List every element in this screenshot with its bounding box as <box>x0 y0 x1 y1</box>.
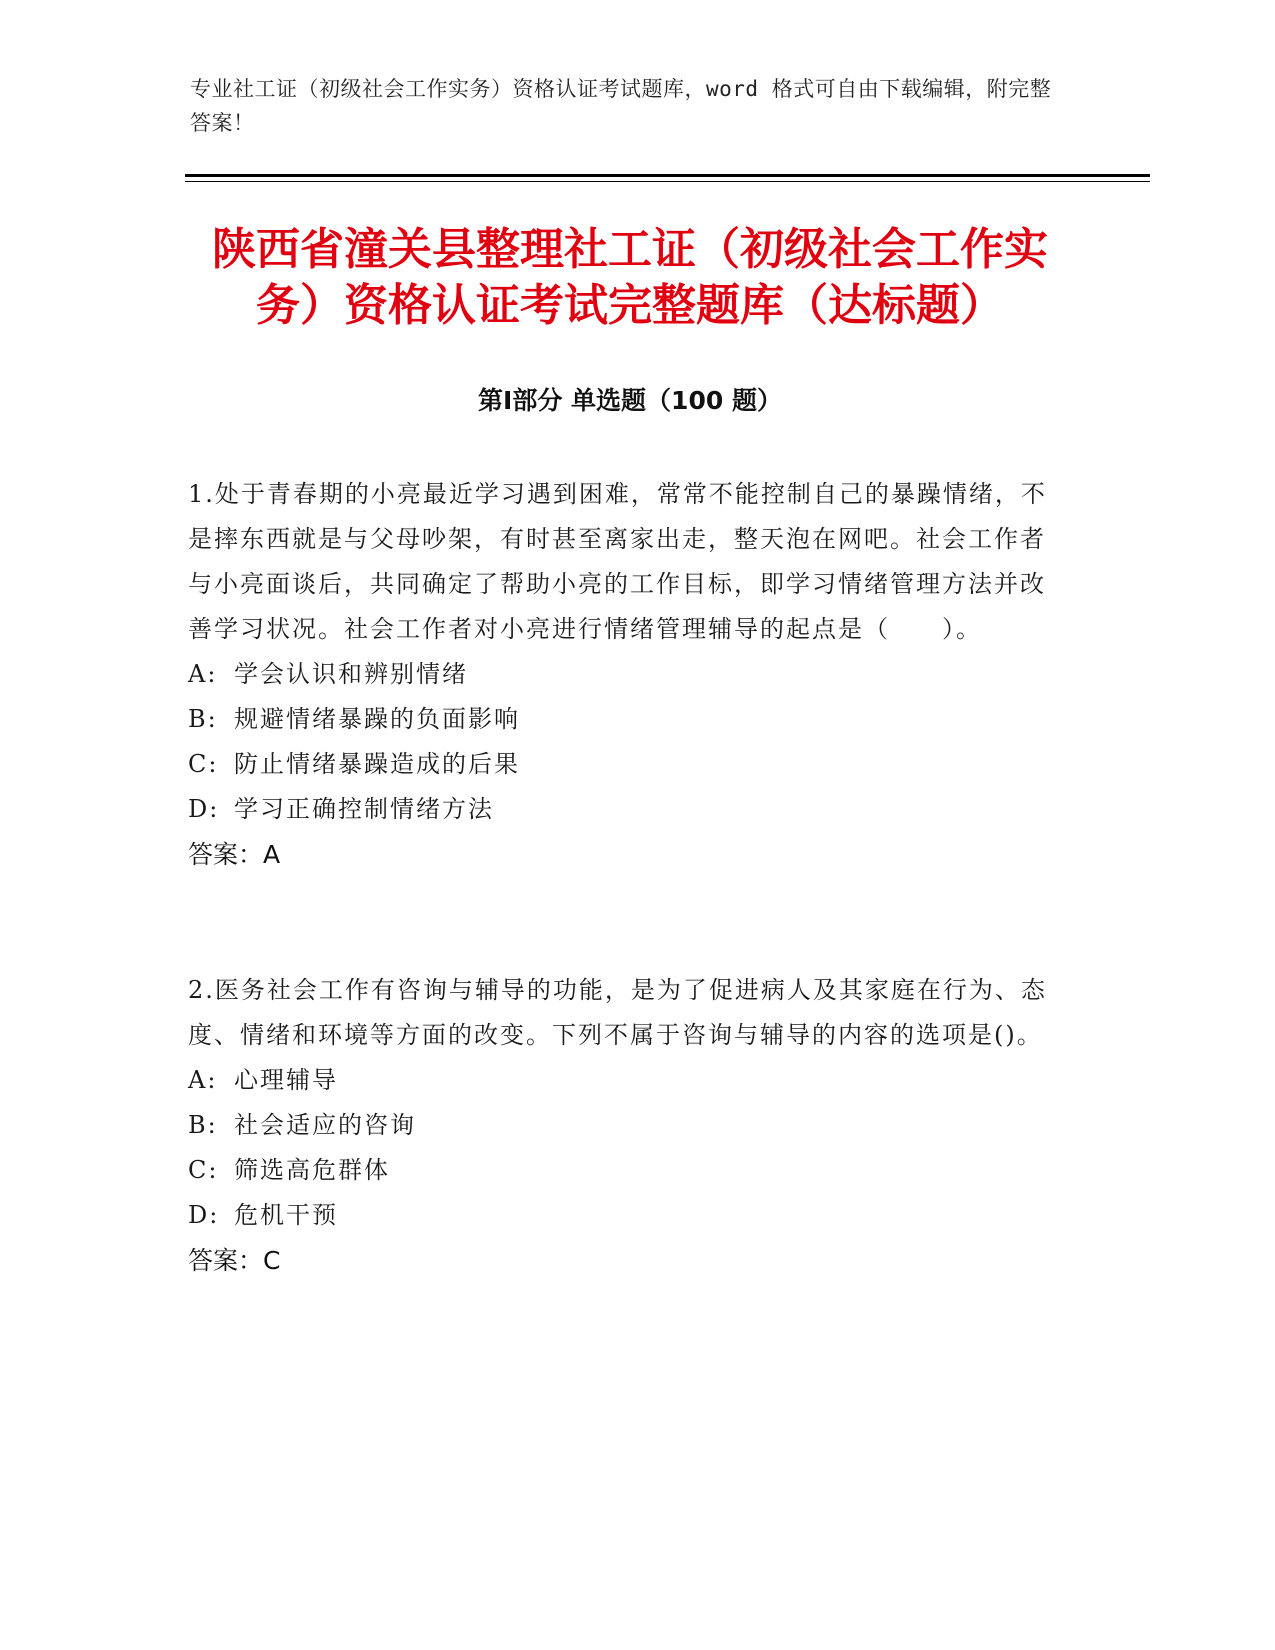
question-stem: 1.处于青春期的小亮最近学习遇到困难，常常不能控制自己的暴躁情绪，不是摔东西就是与父母吵架，有时甚至离家出走，整天泡在网吧。社会工作者与小亮面谈后，共同确定了帮助小亮的工作目标，即学习情绪管理方法并改善学习状况。社会工作者对小亮进行情绪管理辅导的起点是（ ）。 <box>188 480 1047 643</box>
option-text: 危机干预 <box>234 1201 338 1229</box>
option-letter: D: <box>188 795 220 823</box>
option-letter: B: <box>188 1111 218 1139</box>
option-list <box>188 1058 1068 1238</box>
option-text: 社会适应的咨询 <box>234 1111 416 1139</box>
option-text: 规避情绪暴躁的负面影响 <box>234 705 520 733</box>
option-letter: C: <box>188 1156 219 1184</box>
question-2 <box>188 968 1068 1283</box>
option-b <box>188 1103 1068 1148</box>
document-title: 陕西省潼关县整理社工证（初级社会工作实务）资格认证考试完整题库（达标题） <box>212 224 1048 331</box>
option-b <box>188 697 1068 742</box>
option-d <box>188 787 1068 832</box>
option-letter: B: <box>188 705 218 733</box>
option-text: 心理辅导 <box>234 1066 338 1094</box>
option-text: 学习正确控制情绪方法 <box>234 795 494 823</box>
option-text: 防止情绪暴躁造成的后果 <box>234 750 520 778</box>
option-letter: A: <box>188 1066 218 1094</box>
option-d <box>188 1193 1068 1238</box>
option-a <box>188 652 1068 697</box>
option-c <box>188 742 1068 787</box>
section-heading: 第Ⅰ部分 单选题（100 题） <box>478 386 782 415</box>
option-c <box>188 1148 1068 1193</box>
option-text: 筛选高危群体 <box>234 1156 390 1184</box>
option-letter: A: <box>188 660 218 688</box>
option-a <box>188 1058 1068 1103</box>
option-letter: C: <box>188 750 219 778</box>
option-text: 学会认识和辨别情绪 <box>234 660 468 688</box>
question-stem: 2.医务社会工作有咨询与辅导的功能，是为了促进病人及其家庭在行为、态度、情绪和环境等方面的改变。下列不属于咨询与辅导的内容的选项是()。 <box>188 976 1047 1049</box>
header-rule-thick <box>185 174 1150 177</box>
header-note: 专业社工证（初级社会工作实务）资格认证考试题库，word 格式可自由下载编辑，附完整答案！ <box>190 77 1052 135</box>
question-1 <box>188 472 1068 877</box>
answer-line: 答案：A <box>188 840 281 869</box>
header-rule-thin <box>185 181 1150 182</box>
option-list <box>188 652 1068 832</box>
answer-line: 答案：C <box>188 1246 281 1275</box>
option-letter: D: <box>188 1201 220 1229</box>
